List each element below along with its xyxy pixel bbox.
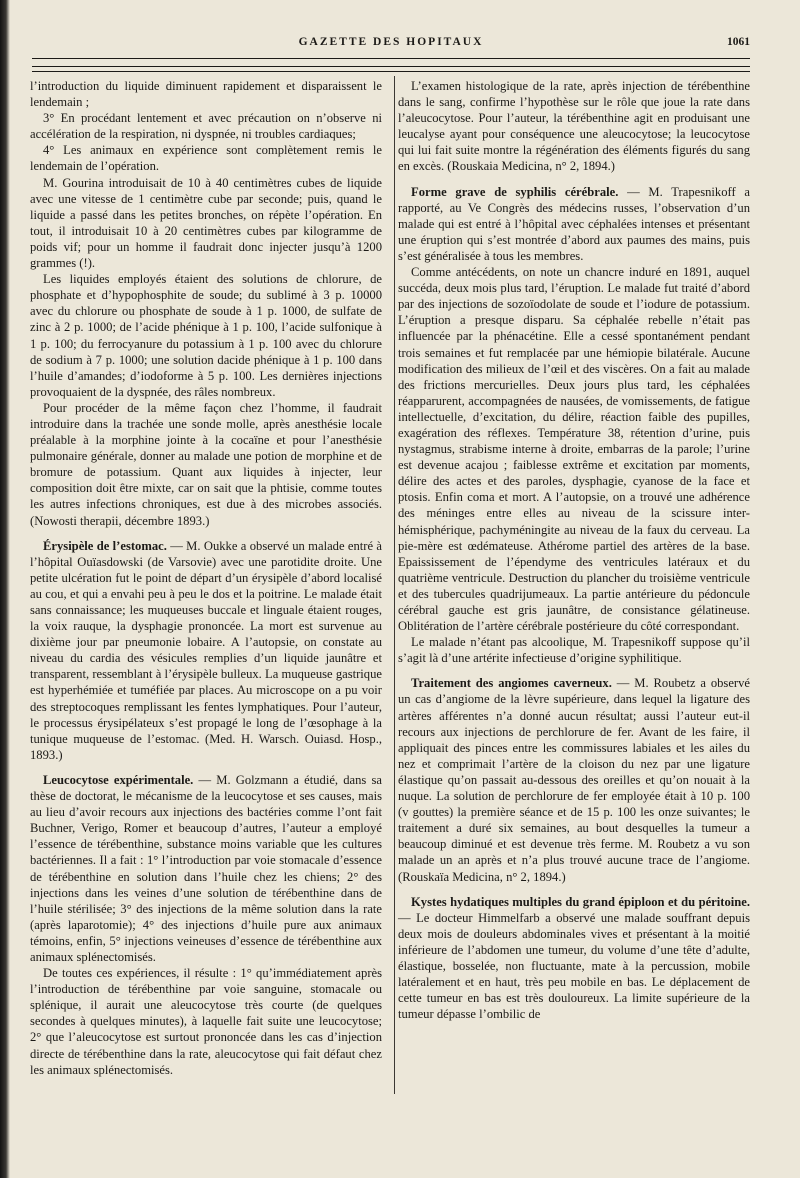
header-rule-middle (32, 66, 750, 67)
paragraph: 3° En procédant lentement et avec précaution on n’observe ni accélération de la respiration, ni dyspnée, ni troubles cardiaques; (30, 111, 382, 142)
running-title: GAZETTE DES HOPITAUX (298, 36, 484, 48)
article-angiomes (398, 675, 750, 884)
book-spine-shadow (0, 0, 10, 1178)
article-title: Érysipèle de l’estomac. (43, 538, 167, 553)
article-title: Traitement des angiomes caverneux. (411, 676, 612, 691)
article-erysipele (30, 538, 382, 763)
page-header (32, 36, 750, 54)
paragraph: l’introduction du liquide diminuent rapidement et disparaissent le lendemain ; (30, 79, 382, 110)
column-divider (394, 76, 395, 1094)
paragraph: Pour procéder de la même façon chez l’homme, il faudrait introduire dans la trachée une sonde molle, après anesthésie locale préalable à la morphine jointe à la cocaïne et pour l’anesthésie pulmonaire générale, donner au malade une potion de morphine et de bromure de potassium. Quant aux liquides à injecter, leur composition doit être mixte, car on sait que la phtisie, comme toutes les autres infections chroniques, est due à des microbes associés. (Nowosti therapii, décembre 1893.) (30, 400, 382, 528)
article-title: Leucocytose expérimentale. (43, 772, 194, 787)
paragraph: De toutes ces expériences, il résulte : 1° qu’immédiatement après l’introduction de térébenthine par voie sanguine, stomacale ou splénique, il aurait une aleucocytose très courte (de quelques secondes à quelques minutes), à laquelle fait suite une leucocytose; 2° que l’aleucocytose est surtout prononcée dans les cas d’injection directe de térébenthine dans la rate, aleucocytose qui fait défaut chez les animaux splénectomisés. (30, 966, 382, 1077)
article-leucocytose (30, 772, 382, 965)
left-column (30, 78, 382, 1078)
article-body: — M. Oukke a observé un malade entré à l’hôpital Ouïasdowski (de Varsovie) avec une parotidite droite. Une petite ulcération fut le point de départ d’un érysipèle d’abord localisé au cou, et qui a envahi peu à peu le dos et la poitrine. Le malade était sans connaissance; les muqueuses buccale et linguale étaient rouges, la voix rauque, la dysphagie prononcée. La mort est survenue au dixième jour par pneumonie lobaire. A l’autopsie, on constate au niveau du cardia des vésicules remplies d’un liquide jaunâtre et transparent, ressemblant à l’érysipèle bulleux. La muqueuse gastrique est hyperhémiée et tuméfiée par places. Au microscope on a pu voir des streptocoques remplissant les fentes lymphatiques. Pour l’auteur, le processus érysipélateux s’est propagé le long de l’œsophage à la tunique muqueuse de l’estomac. (Med. H. Warsch. Ouiasd. Hosp., 1893.) (30, 538, 382, 762)
paragraph: L’examen histologique de la rate, après injection de térébenthine dans le sang, confirme l’hypothèse sur le rôle que joue la rate dans l’aleucocytose. Pour l’auteur, la térébenthine agit en produisant une leucalyse ayant pour conséquence une aleucocytose; la leucocytose qui lui fait suite montre la régénération des éléments figurés du sang en excès. (Rouskaia Medicina, n° 2, 1894.) (398, 79, 750, 174)
paragraph: Comme antécédents, on note un chancre induré en 1891, auquel succéda, deux mois plus tard, l’éruption. Le malade fut traité d’abord par des injections de sozoïodolate de soude et l’iodure de potassium. L’éruption a presque disparu. Sa céphalée rebelle n’était pas influencée par la phénacétine. Elle a cessé spontanément pendant trois semaines et fut remplacée par une hémiopie bilatérale. Aucune modification des milieux de l’œil et des viscères. On a fait au malade des frictions mercurielles. Deux jours plus tard, les céphalées réapparurent, accompagnées de nausées, de vomissements, de fatigue intellectuelle, d’excitation, du délire, réaction faible des pupilles, exagération des réflexes. Température 38, rétention d’urine, puis nystagmus, strabisme interne à droite, embarras de la parole; l’urine est devenue acajou ; faiblesse extrême et excitation par moments, délire des actes et des paroles, dysphagie, cyanose de la face et ptosis. Enfin coma et mort. A l’autopsie, on a trouvé une adhérence des méninges entre elles au niveau de la scissure inter-hémisphérique, pachyméningite au niveau de la faux du cerveau. La pie-mère est œdémateuse. Athérome partiel des artères de la base. Epaississement de l’épendyme des ventricules latéraux et du quatrième ventricule. Destruction du plancher du troisième ventricule et des tubercules quadrijumeaux. La partie antérieure du pédoncule cérébral gauche est gris jaunâtre, de consistance gélatineuse. Oblitération de l’artère cérébrale postérieure du côté correspondant. (398, 265, 750, 634)
article-title: Kystes hydatiques multiples du grand épiploon et du péritoine. (411, 894, 750, 909)
article-body: — Le docteur Himmelfarb a observé une malade souffrant depuis deux mois de douleurs abdominales vives et présentant à la moitié inférieure de l’abdomen une tumeur, du volume d’une tête d’adulte, élastique, bosselée, non fluctuante, mate à la percussion, mobile latéralement et en haut, très peu mobile en bas. Le déplacement de cette tumeur en bas est très douloureux. La limite supérieure de la tumeur dépasse l’ombilic de (398, 910, 750, 1022)
article-body: — M. Golzmann a étudié, dans sa thèse de doctorat, le mécanisme de la leucocytose et ses causes, mais au lieu d’avoir recours aux injections des bactéries comme l’ont fait Buchner, Verigo, Romer et beaucoup d’autres, l’auteur a employé l’essence de térébenthine, substance moins variable que les cultures bactériennes. Il a fait : 1° l’introduction par voie stomacale d’essence de térébenthine en solution dans l’huile chez les chiens; 2° des injections dans les veines d’une solution de térébenthine dans de l’huile stérilisée; 3° des injections de la même solution dans la rate (après laparotomie); 4° des injections d’huile pure aux animaux témoins, enfin, 5° injections veineuses d’essence de térébenthine aux animaux splénectomisés. (30, 772, 382, 964)
paragraph: Les liquides employés étaient des solutions de chlorure, de phosphate et d’hypophosphite de soude; du sublimé à 3 p. 10000 avec du chlorure ou phosphate de soude à 1 p. 1000, de sulfate de zinc à 2 p. 1000; de l’acide phénique à 1 p. 100, l’acide sulfonique à 1 p. 100; du ferrocyanure du potassium à 1 p. 100 avec du chlorure de sodium à 7 p. 1000; une solution dacide phénique à 1 p. 100 dans l’huile d’amandes; d’iodoforme à 5 p. 100. Les dernières injections provoquaient de la dyspnée, des râles nombreux. (30, 272, 382, 399)
article-body: — M. Trapesnikoff a rapporté, au Ve Congrès des médecins russes, l’observation d’un malade qui est entré à l’hôpital avec céphalées intenses et présentant une éruption qui s’est montrée d’abord aux paumes des mains, puis s’est généralisée à tous les membres. (398, 184, 750, 263)
header-rule-top (32, 58, 750, 59)
paragraph: M. Gourina introduisait de 10 à 40 centimètres cubes de liquide avec une vitesse de 1 centimètre cube par seconde; puis, quand le liquide a passé dans les petites bronches, on répète l’opération. En tout, il introduisait 10 à 20 centimètres cubes par kilogramme de poids vif; pour un homme il faudrait donc injecter jusqu’à 1200 grammes (!). (30, 175, 382, 271)
page-number: 1061 (727, 36, 750, 48)
paragraph: Le malade n’étant pas alcoolique, M. Trapesnikoff suppose qu’il s’agit là d’une artérite infectieuse d’origine syphilitique. (398, 635, 750, 666)
article-syphilis (398, 184, 750, 264)
article-kystes (398, 894, 750, 1023)
paragraph: 4° Les animaux en expérience sont complètement remis le lendemain de l’opération. (30, 143, 382, 174)
header-rule-bottom (32, 71, 750, 72)
right-column (398, 78, 750, 1022)
article-title: Forme grave de syphilis cérébrale. (411, 184, 619, 199)
article-body: — M. Roubetz a observé un cas d’angiome de la lèvre supérieure, dans lequel la ligature des artères afférentes n’a donné aucun résultat; aussi l’auteur eut-il recours aux injections de perchlorure de fer. Avant de les faire, il appliquait des pinces entre les commissures labiales et les ailes du nez et comprimait l’artère de la cloison du nez par une ligature élastique qu’on passait au-dessous des oreilles et qu’on nouait à la nuque. La solution de perchlorure de fer employée était à 10 p. 100 (v gouttes) la première séance et de 15 p. 100 les onze suivantes; le traitement a duré six semaines, au bout desquelles la tumeur a beaucoup diminué et est devenue très ferme. M. Roubetz a vu son malade un an après et n’a plus trouvé aucune trace de l’angiome. (Rouskaïa Medicina, n° 2, 1894.) (398, 676, 751, 884)
